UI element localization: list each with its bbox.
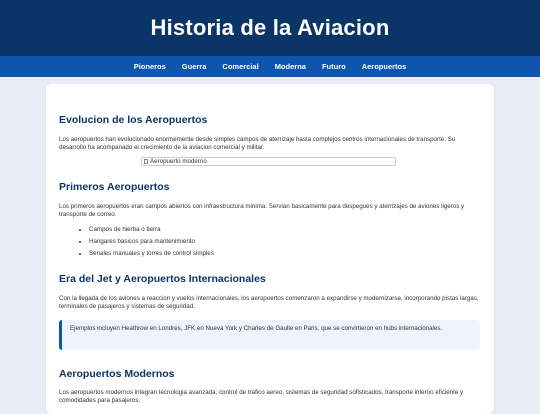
list-item: • Senales manuales y torres de control simples xyxy=(89,250,480,258)
image-alt-text: Aeropuerto moderno xyxy=(150,157,207,165)
nav-link-comercial[interactable]: Comercial xyxy=(222,62,259,71)
nav-link-pioneros[interactable]: Pioneros xyxy=(133,62,166,71)
section-text-jet: Con la llegada de los aviones a reaccion y vuelos internacionales, los aeropuertos comenzaron a expandirse y modernizarse, incorporando pistas largas, terminales de pasajeros y sistemas de seguridad. xyxy=(59,294,479,311)
info-note: Ejemplos incluyen Heathrow en Londres, JFK en Nueva York y Charles de Gaulle en Paris, que se convirtieron en hubs internacionales. xyxy=(59,320,480,350)
section-title-modernos: Aeropuertos Modernos xyxy=(59,367,175,380)
site-header xyxy=(0,0,540,56)
content-card xyxy=(46,84,494,414)
nav-link-moderna[interactable]: Moderna xyxy=(274,62,306,71)
site-title: Historia de la Aviacion xyxy=(150,15,390,40)
broken-image-icon xyxy=(144,159,148,164)
list-item: • Campos de hierba o tierra xyxy=(89,226,480,234)
section-title-primeros: Primeros Aeropuertos xyxy=(59,180,170,193)
section-text-evolucion: Los aeropuertos han evolucionado enormemente desde simples campos de aterrizaje hasta complejos centros internacionales de transporte. Su desarrollo ha acompanado el crecimiento de la aviacion comercial y militar. xyxy=(59,136,456,152)
section-text-modernos: Los aeropuertos modernos integran tecnologia avanzada, control de trafico aereo, sistemas de seguridad sofisticados, transporte interno eficiente y comodidades para pasajeros. xyxy=(59,388,464,405)
main-nav xyxy=(0,56,540,77)
nav-link-futuro[interactable]: Futuro xyxy=(321,62,346,71)
nav-link-aeropuertos[interactable]: Aeropuertos xyxy=(361,62,407,71)
section-text-primeros: Los primeros aeropuertos eran campos abiertos con infraestructura minima. Servian basicamente para despegues y aterrizajes de aviones ligeros y transporte de correo. xyxy=(59,202,465,219)
nav-link-guerra[interactable]: Guerra xyxy=(181,62,207,71)
section-title-jet: Era del Jet y Aeropuertos Internacionales xyxy=(59,272,266,285)
broken-image-placeholder xyxy=(141,157,396,166)
section-title-evolucion: Evolucion de los Aeropuertos xyxy=(59,114,208,126)
feature-list xyxy=(89,226,480,259)
list-item: • Hangares basicos para mantenimiento xyxy=(89,238,480,246)
